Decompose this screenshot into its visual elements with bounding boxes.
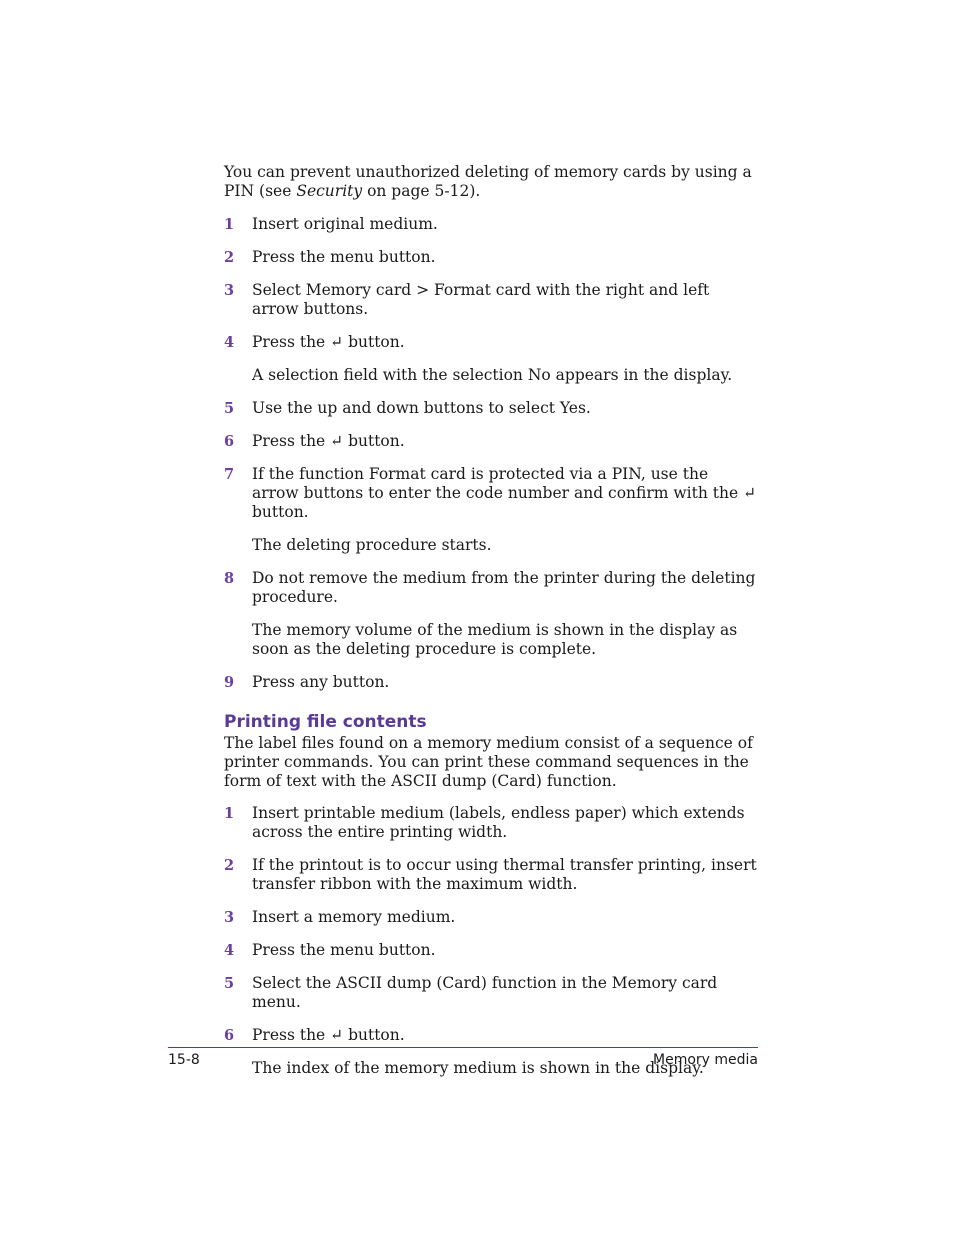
print-steps-list [224, 804, 758, 1078]
step-text: Use the up and down buttons to select Yes. [252, 399, 591, 417]
list-item [224, 908, 758, 927]
step-text: Press the ↵ button. [252, 333, 405, 351]
step-text: Insert a memory medium. [252, 908, 456, 926]
list-item [224, 465, 758, 522]
step-note: The deleting procedure starts. [252, 536, 492, 554]
step-number: 5 [224, 975, 235, 992]
format-steps-list [224, 215, 758, 692]
step-note: The index of the memory medium is shown in the display. [252, 1059, 704, 1077]
intro-text-end: on page 5-12). [362, 182, 481, 200]
list-item [224, 333, 758, 352]
intro-text: You can prevent unauthorized deleting of memory cards by using a PIN (see [224, 163, 752, 200]
list-item [224, 804, 758, 842]
step-text: Select the ASCII dump (Card) function in the Memory card menu. [252, 974, 718, 1011]
step-text: Do not remove the medium from the printer during the deleting procedure. [252, 569, 756, 606]
step-number: 4 [224, 334, 235, 351]
step-text: Press the menu button. [252, 941, 436, 959]
step-text: Select Memory card > Format card with the right and left arrow buttons. [252, 281, 710, 318]
step-text: Press any button. [252, 673, 390, 691]
step-text: Insert original medium. [252, 215, 438, 233]
list-item [224, 673, 758, 692]
step-number: 6 [224, 1027, 235, 1044]
step-number: 1 [224, 805, 235, 822]
list-item [224, 1026, 758, 1045]
step-note: A selection field with the selection No appears in the display. [252, 366, 733, 384]
list-item [224, 215, 758, 234]
step-number: 4 [224, 942, 235, 959]
step-text: Press the ↵ button. [252, 432, 405, 450]
chapter-title: Memory media [653, 1052, 758, 1068]
step-number: 7 [224, 466, 235, 483]
step-text: Press the menu button. [252, 248, 436, 266]
section-intro: The label files found on a memory medium consist of a sequence of printer commands. You can print these command sequences in the form of text with the ASCII dump (Card) function. [224, 734, 753, 790]
step-number: 1 [224, 216, 235, 233]
step-number: 3 [224, 282, 235, 299]
list-item [224, 856, 758, 894]
list-item [224, 399, 758, 418]
step-text: Press the ↵ button. [252, 1026, 405, 1044]
step-number: 8 [224, 570, 235, 587]
page-content [224, 163, 758, 1092]
step-text: If the printout is to occur using thermal transfer printing, insert transfer ribbon with the maximum width. [252, 856, 757, 893]
list-item [224, 974, 758, 1012]
step-number: 2 [224, 249, 235, 266]
intro-paragraph [224, 163, 758, 201]
list-item [224, 248, 758, 267]
step-note: The memory volume of the medium is shown in the display as soon as the deleting procedure is complete. [252, 621, 738, 658]
list-item [224, 569, 758, 607]
security-reference[interactable]: Security [296, 182, 363, 200]
step-number: 3 [224, 909, 235, 926]
step-number: 6 [224, 433, 235, 450]
step-number: 5 [224, 400, 235, 417]
list-item [224, 941, 758, 960]
step-number: 9 [224, 674, 235, 691]
step-text: If the function Format card is protected via a PIN, use the arrow buttons to enter the code number and confirm with the ↵ button. [252, 465, 757, 521]
list-item [224, 281, 758, 319]
step-text: Insert printable medium (labels, endless paper) which extends across the entire printing width. [252, 804, 745, 841]
section-heading: Printing file contents [224, 712, 427, 732]
step-number: 2 [224, 857, 235, 874]
page-number: 15-8 [168, 1052, 200, 1068]
list-item [224, 432, 758, 451]
